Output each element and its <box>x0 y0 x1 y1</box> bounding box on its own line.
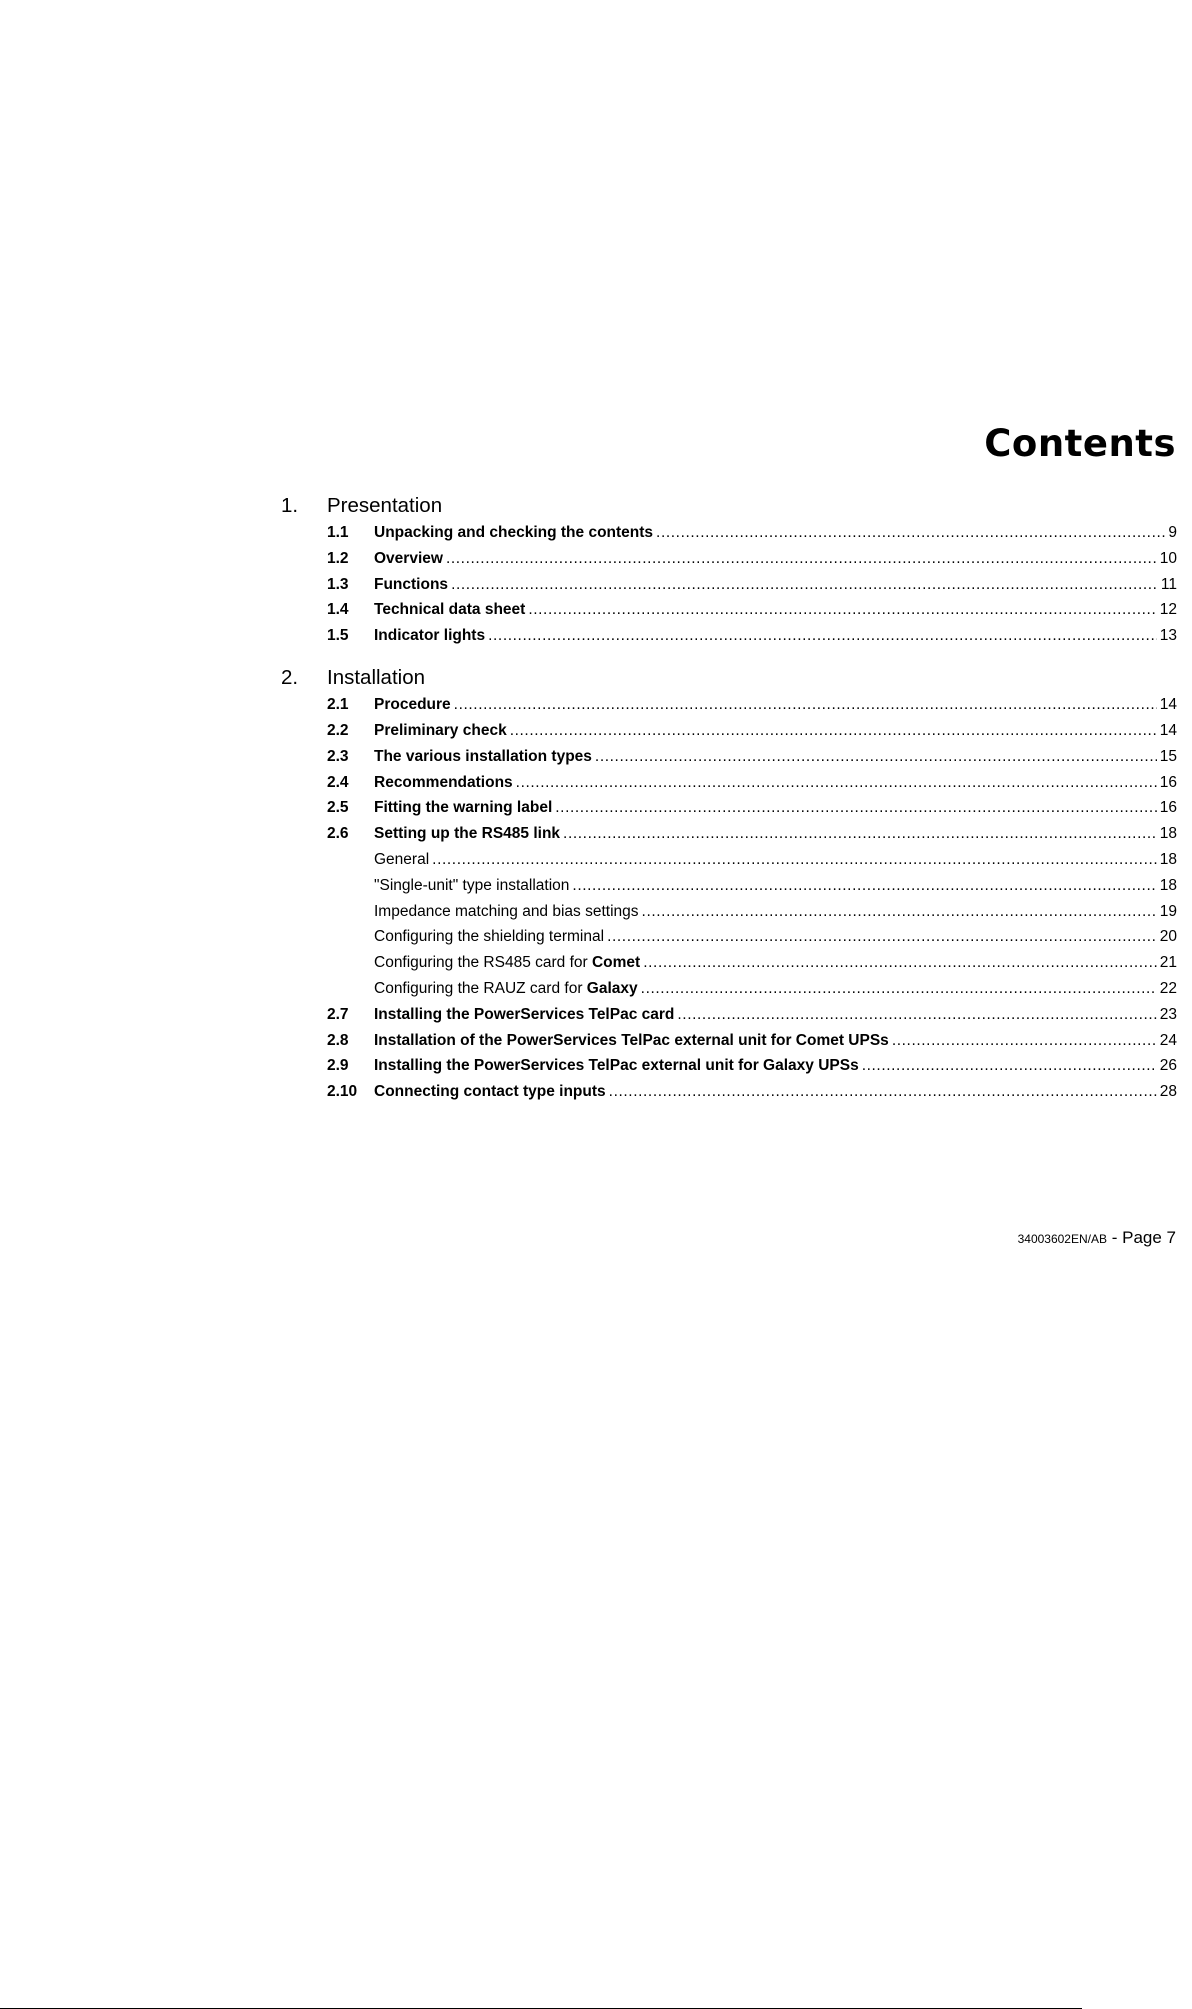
page-title: Contents <box>984 422 1176 465</box>
entry-label: Preliminary check <box>374 722 507 739</box>
entry-number: 1.2 <box>327 550 349 567</box>
toc-entry[interactable] <box>327 524 1177 544</box>
entry-label-text: Configuring the RAUZ card for <box>374 980 587 997</box>
entry-label: Indicator lights <box>374 627 486 644</box>
toc-entry[interactable] <box>327 1057 1177 1077</box>
entry-page: 18 <box>1159 851 1177 868</box>
entry-page: 28 <box>1159 1083 1177 1100</box>
toc-subentry[interactable] <box>327 851 1177 871</box>
toc-entry[interactable] <box>327 576 1177 596</box>
dot-leader <box>595 748 1157 766</box>
entry-number: 2.10 <box>327 1083 358 1100</box>
entry-label: General <box>374 851 430 868</box>
entry-page: 9 <box>1168 524 1177 541</box>
entry-label: Unpacking and checking the contents <box>374 524 654 541</box>
entry-number: 2.4 <box>327 774 349 791</box>
entry-label: Technical data sheet <box>374 601 526 618</box>
toc-entry[interactable] <box>327 550 1177 570</box>
entry-number: 2.1 <box>327 696 349 713</box>
entry-label: Setting up the RS485 link <box>374 825 561 842</box>
dot-leader <box>643 954 1157 972</box>
entry-label: Fitting the warning label <box>374 799 553 816</box>
chapter-heading[interactable] <box>0 666 1192 692</box>
dot-leader <box>677 1006 1156 1024</box>
entry-label: Configuring the shielding terminal <box>374 928 605 945</box>
entry-label-text: Configuring the RS485 card for <box>374 954 592 971</box>
entry-label <box>374 954 640 972</box>
toc-subentry[interactable] <box>327 877 1177 897</box>
dot-leader <box>510 722 1157 740</box>
entry-number: 1.3 <box>327 576 349 593</box>
entry-label: Installing the PowerServices TelPac external unit for Galaxy UPSs <box>374 1057 859 1074</box>
dot-leader <box>451 576 1158 594</box>
dot-leader <box>528 601 1156 619</box>
entry-page: 13 <box>1159 627 1177 644</box>
entry-label-product: Galaxy <box>586 980 638 997</box>
entry-number: 1.5 <box>327 627 349 644</box>
entry-label: "Single-unit" type installation <box>374 877 570 894</box>
page-footer <box>1018 1228 1176 1248</box>
entry-page: 23 <box>1159 1006 1177 1023</box>
dot-leader <box>609 1083 1157 1101</box>
entry-label: Overview <box>374 550 443 567</box>
entry-number: 2.5 <box>327 799 349 816</box>
document-reference: 34003602EN/AB <box>1017 1232 1107 1246</box>
entry-number: 2.2 <box>327 722 349 739</box>
entry-number: 2.8 <box>327 1032 349 1049</box>
dot-leader <box>641 980 1157 998</box>
entry-label: Installing the PowerServices TelPac card <box>374 1006 675 1023</box>
entry-number: 2.9 <box>327 1057 349 1074</box>
toc-subentry[interactable] <box>327 903 1177 923</box>
entry-page: 21 <box>1159 954 1177 971</box>
dot-leader <box>892 1032 1157 1050</box>
entry-page: 26 <box>1159 1057 1177 1074</box>
dot-leader <box>555 799 1157 817</box>
toc-entry[interactable] <box>327 825 1177 845</box>
entry-label <box>374 980 638 998</box>
dot-leader <box>862 1057 1157 1075</box>
toc-entry[interactable] <box>327 748 1177 768</box>
chapter-heading[interactable] <box>0 494 1192 520</box>
dot-leader <box>656 524 1165 542</box>
toc-entry[interactable] <box>327 799 1177 819</box>
entry-page: 22 <box>1159 980 1177 997</box>
dot-leader <box>454 696 1157 714</box>
entry-page: 10 <box>1159 550 1177 567</box>
entry-label: Recommendations <box>374 774 513 791</box>
entry-page: 20 <box>1159 928 1177 945</box>
toc-subentry[interactable] <box>327 954 1177 974</box>
toc-entry[interactable] <box>327 1006 1177 1026</box>
entry-label: Connecting contact type inputs <box>374 1083 606 1100</box>
entry-page: 16 <box>1159 799 1177 816</box>
entry-label: The various installation types <box>374 748 592 765</box>
entry-label: Functions <box>374 576 449 593</box>
entry-label: Impedance matching and bias settings <box>374 903 639 920</box>
entry-number: 2.3 <box>327 748 349 765</box>
entry-label: Procedure <box>374 696 451 713</box>
dot-leader <box>488 627 1157 645</box>
chapter-title: Installation <box>327 666 426 689</box>
page-number: - Page 7 <box>1107 1228 1176 1247</box>
toc-entry[interactable] <box>327 1032 1177 1052</box>
entry-page: 14 <box>1159 722 1177 739</box>
entry-page: 18 <box>1159 877 1177 894</box>
toc-entry[interactable] <box>327 627 1177 647</box>
entry-number: 2.7 <box>327 1006 349 1023</box>
toc-entry[interactable] <box>327 774 1177 794</box>
entry-page: 15 <box>1159 748 1177 765</box>
entry-page: 12 <box>1159 601 1177 618</box>
entry-number: 1.4 <box>327 601 349 618</box>
toc-entry[interactable] <box>327 601 1177 621</box>
entry-page: 14 <box>1159 696 1177 713</box>
entry-page: 11 <box>1160 576 1177 593</box>
entry-label-product: Comet <box>591 954 641 971</box>
entry-page: 19 <box>1159 903 1177 920</box>
toc-entry[interactable] <box>327 722 1177 742</box>
entry-number: 1.1 <box>327 524 349 541</box>
dot-leader <box>516 774 1157 792</box>
dot-leader <box>446 550 1157 568</box>
entry-page: 16 <box>1159 774 1177 791</box>
toc-subentry[interactable] <box>327 980 1177 1000</box>
dot-leader <box>572 877 1156 895</box>
toc-entry[interactable] <box>327 1083 1177 1103</box>
entry-page: 24 <box>1159 1032 1177 1049</box>
chapter-number: 2. <box>281 666 299 689</box>
chapter-number: 1. <box>281 494 299 517</box>
entry-page: 18 <box>1159 825 1177 842</box>
entry-label: Installation of the PowerServices TelPac external unit for Comet UPSs <box>374 1032 889 1049</box>
chapter-title: Presentation <box>327 494 443 517</box>
dot-leader <box>642 903 1157 921</box>
toc-subentry[interactable] <box>327 928 1177 948</box>
entry-number: 2.6 <box>327 825 349 842</box>
toc-entry[interactable] <box>327 696 1177 716</box>
dot-leader <box>607 928 1157 946</box>
dot-leader <box>432 851 1157 869</box>
dot-leader <box>563 825 1157 843</box>
